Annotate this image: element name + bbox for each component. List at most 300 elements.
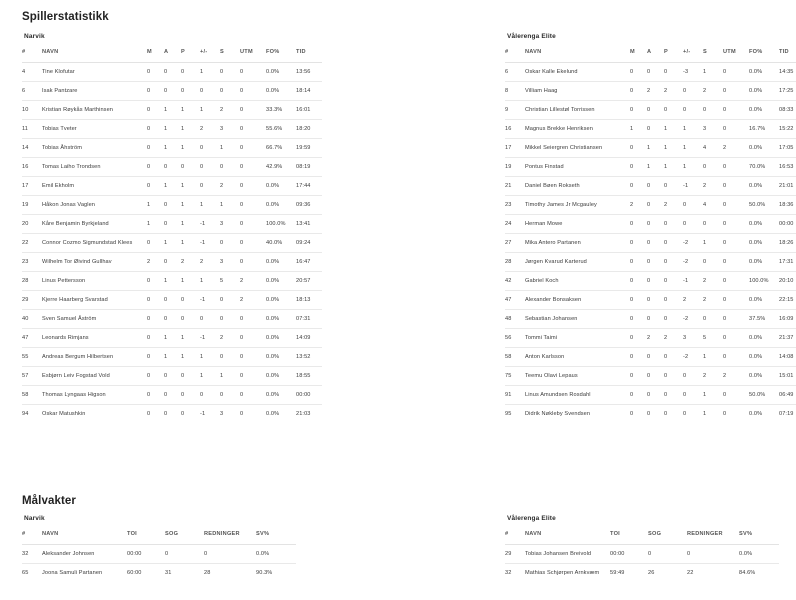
cell-pm: -1 — [200, 291, 220, 310]
cell-num: 17 — [22, 177, 42, 196]
cell-pm: 1 — [683, 120, 703, 139]
column-header-saves[interactable]: REDNINGER — [204, 531, 240, 537]
table-row[interactable] — [22, 564, 296, 583]
cell-s: 3 — [220, 405, 240, 424]
cell-num: 28 — [22, 272, 42, 291]
table-row[interactable] — [22, 120, 322, 139]
cell-p: 1 — [181, 348, 200, 367]
table-row[interactable] — [22, 272, 322, 291]
cell-pm: -2 — [683, 253, 703, 272]
cell-p: 0 — [664, 234, 683, 253]
cell-p: 1 — [664, 158, 683, 177]
column-header-goals[interactable]: M — [147, 49, 152, 55]
cell-m: 0 — [630, 82, 647, 101]
cell-a: 0 — [164, 253, 181, 272]
cell-name: Oskar Kalle Ekelund — [525, 63, 630, 82]
cell-s: 0 — [703, 158, 723, 177]
cell-fo: 0.0% — [266, 348, 296, 367]
cell-fo: 0.0% — [749, 82, 779, 101]
cell-utm: 0 — [723, 405, 749, 424]
cell-s: 0 — [703, 101, 723, 120]
table-header-row — [505, 46, 796, 63]
cell-a: 0 — [647, 253, 664, 272]
table-header-row — [505, 528, 779, 545]
cell-name: Tomas Laiho Trondsen — [42, 158, 147, 177]
table-row[interactable] — [22, 348, 322, 367]
cell-m: 0 — [630, 367, 647, 386]
column-header-number[interactable]: # — [22, 531, 26, 537]
cell-s: 2 — [703, 177, 723, 196]
cell-m: 0 — [147, 177, 164, 196]
column-header-toi[interactable]: TOI — [610, 531, 620, 537]
column-header-toi[interactable]: TOI — [127, 531, 137, 537]
cell-tid: 20:57 — [296, 272, 322, 291]
cell-s: 1 — [703, 405, 723, 424]
cell-s: 2 — [703, 291, 723, 310]
skaters-team-block-away — [505, 33, 794, 423]
table-row[interactable] — [22, 405, 322, 424]
cell-a: 1 — [164, 177, 181, 196]
cell-utm: 0 — [240, 215, 266, 234]
cell-fo: 50.0% — [749, 386, 779, 405]
cell-p: 0 — [664, 367, 683, 386]
table-row[interactable] — [22, 82, 322, 101]
cell-utm: 0 — [240, 329, 266, 348]
cell-pm: -2 — [683, 234, 703, 253]
table-row[interactable] — [505, 82, 796, 101]
table-row[interactable] — [22, 253, 322, 272]
cell-pm: 0 — [683, 405, 703, 424]
cell-tid: 17:25 — [779, 82, 796, 101]
cell-name: Leonards Rimjans — [42, 329, 147, 348]
cell-red: 28 — [204, 564, 256, 583]
cell-m: 2 — [147, 253, 164, 272]
cell-a: 0 — [164, 386, 181, 405]
table-row[interactable] — [22, 329, 322, 348]
cell-tid: 13:52 — [296, 348, 322, 367]
cell-utm: 0 — [723, 196, 749, 215]
cell-tid: 16:01 — [296, 101, 322, 120]
cell-p: 0 — [181, 63, 200, 82]
cell-s: 1 — [703, 348, 723, 367]
cell-p: 1 — [664, 139, 683, 158]
cell-utm: 0 — [240, 139, 266, 158]
cell-fo: 0.0% — [749, 291, 779, 310]
cell-p: 1 — [181, 329, 200, 348]
cell-utm: 0 — [723, 234, 749, 253]
cell-a: 1 — [164, 234, 181, 253]
cell-tid: 18:14 — [296, 82, 322, 101]
column-header-plusminus[interactable]: +/- — [683, 49, 691, 55]
cell-utm: 0 — [723, 291, 749, 310]
cell-num: 14 — [22, 139, 42, 158]
cell-pm: 0 — [200, 158, 220, 177]
cell-fo: 0.0% — [266, 253, 296, 272]
cell-num: 19 — [22, 196, 42, 215]
cell-num: 65 — [22, 564, 42, 583]
cell-num: 28 — [505, 253, 525, 272]
column-header-assists[interactable]: A — [164, 49, 169, 55]
table-row[interactable] — [505, 291, 796, 310]
column-header-name[interactable]: NAVN — [525, 531, 542, 537]
cell-name: Villiam Haag — [525, 82, 630, 101]
cell-tid: 08:33 — [779, 101, 796, 120]
cell-tid: 18:26 — [779, 234, 796, 253]
cell-tid: 17:05 — [779, 139, 796, 158]
page-title-spillerstatistikk: Spillerstatistikk — [22, 11, 109, 23]
column-header-points[interactable]: P — [664, 49, 668, 55]
cell-tid: 14:09 — [296, 329, 322, 348]
cell-utm: 0 — [240, 348, 266, 367]
cell-num: 16 — [505, 120, 525, 139]
table-row[interactable] — [505, 120, 796, 139]
table-row[interactable] — [22, 291, 322, 310]
cell-num: 9 — [505, 101, 525, 120]
cell-m: 0 — [630, 386, 647, 405]
cell-s: 0 — [220, 348, 240, 367]
cell-m: 1 — [630, 120, 647, 139]
cell-pm: -1 — [200, 234, 220, 253]
cell-fo: 42.9% — [266, 158, 296, 177]
cell-name: Christian Lillestøl Torrissen — [525, 101, 630, 120]
cell-num: 23 — [505, 196, 525, 215]
cell-toi: 00:00 — [610, 545, 648, 564]
cell-pm: 0 — [683, 101, 703, 120]
column-header-savepct[interactable]: SV% — [739, 531, 753, 537]
cell-m: 0 — [147, 120, 164, 139]
table-row[interactable] — [22, 139, 322, 158]
cell-m: 0 — [630, 310, 647, 329]
cell-num: 42 — [505, 272, 525, 291]
cell-utm: 0 — [723, 82, 749, 101]
cell-utm: 0 — [240, 177, 266, 196]
cell-s: 0 — [220, 310, 240, 329]
cell-tid: 18:36 — [779, 196, 796, 215]
cell-pm: 2 — [683, 291, 703, 310]
table-row[interactable] — [22, 386, 322, 405]
table-row[interactable] — [22, 545, 296, 564]
cell-m: 0 — [630, 405, 647, 424]
cell-a: 0 — [647, 348, 664, 367]
column-header-sog[interactable]: SOG — [165, 531, 179, 537]
table-row[interactable] — [505, 405, 796, 424]
cell-a: 1 — [164, 139, 181, 158]
cell-fo: 40.0% — [266, 234, 296, 253]
cell-utm: 2 — [240, 291, 266, 310]
cell-fo: 0.0% — [266, 196, 296, 215]
table-row[interactable] — [505, 139, 796, 158]
table-row[interactable] — [505, 310, 796, 329]
column-header-savepct[interactable]: SV% — [256, 531, 270, 537]
cell-tid: 21:01 — [779, 177, 796, 196]
cell-a: 1 — [164, 101, 181, 120]
cell-utm: 0 — [240, 310, 266, 329]
cell-num: 21 — [505, 177, 525, 196]
cell-utm: 0 — [723, 215, 749, 234]
cell-pm: -1 — [683, 272, 703, 291]
cell-p: 0 — [181, 82, 200, 101]
cell-a: 0 — [647, 101, 664, 120]
column-header-assists[interactable]: A — [647, 49, 652, 55]
cell-p: 0 — [181, 367, 200, 386]
cell-utm: 2 — [240, 272, 266, 291]
cell-s: 1 — [220, 196, 240, 215]
cell-a: 0 — [164, 215, 181, 234]
cell-s: 5 — [703, 329, 723, 348]
cell-pm: -1 — [200, 215, 220, 234]
cell-name: Oskar Matushkin — [42, 405, 147, 424]
cell-pm: -2 — [683, 310, 703, 329]
cell-s: 5 — [220, 272, 240, 291]
column-header-name[interactable]: NAVN — [525, 49, 542, 55]
cell-tid: 07:31 — [296, 310, 322, 329]
cell-pm: 2 — [200, 120, 220, 139]
cell-num: 58 — [22, 386, 42, 405]
cell-pm: -1 — [200, 329, 220, 348]
column-header-name[interactable]: NAVN — [42, 531, 59, 537]
cell-s: 4 — [703, 196, 723, 215]
table-row[interactable] — [505, 63, 796, 82]
cell-fo: 0.0% — [266, 82, 296, 101]
cell-tid: 16:47 — [296, 253, 322, 272]
cell-m: 0 — [147, 367, 164, 386]
cell-utm: 0 — [723, 120, 749, 139]
team-name-label: Narvik — [24, 33, 45, 40]
page-title-malvakter: Målvakter — [22, 495, 76, 507]
cell-pm: 1 — [200, 196, 220, 215]
column-header-faceoff[interactable]: FO% — [266, 49, 280, 55]
column-header-goals[interactable]: M — [630, 49, 635, 55]
cell-p: 0 — [181, 158, 200, 177]
column-header-number[interactable]: # — [505, 531, 509, 537]
cell-p: 0 — [664, 310, 683, 329]
cell-pm: -1 — [200, 405, 220, 424]
column-header-shots[interactable]: S — [220, 49, 224, 55]
cell-fo: 0.0% — [749, 215, 779, 234]
cell-m: 0 — [147, 101, 164, 120]
cell-tid: 22:15 — [779, 291, 796, 310]
column-header-sog[interactable]: SOG — [648, 531, 662, 537]
cell-s: 2 — [220, 329, 240, 348]
cell-utm: 0 — [723, 158, 749, 177]
cell-p: 1 — [181, 120, 200, 139]
table-row[interactable] — [505, 348, 796, 367]
cell-m: 0 — [147, 348, 164, 367]
cell-p: 0 — [664, 253, 683, 272]
table-row[interactable] — [505, 367, 796, 386]
cell-num: 10 — [22, 101, 42, 120]
cell-utm: 0 — [723, 63, 749, 82]
cell-a: 0 — [164, 82, 181, 101]
table-row[interactable] — [505, 101, 796, 120]
cell-name: Håkon Jonas Vaglen — [42, 196, 147, 215]
column-header-toi[interactable]: TID — [779, 49, 789, 55]
column-header-name[interactable]: NAVN — [42, 49, 59, 55]
cell-tid: 13:41 — [296, 215, 322, 234]
column-header-points[interactable]: P — [181, 49, 185, 55]
cell-utm: 0 — [240, 82, 266, 101]
cell-tid: 07:19 — [779, 405, 796, 424]
table-row[interactable] — [22, 234, 322, 253]
cell-s: 1 — [703, 386, 723, 405]
cell-num: 20 — [22, 215, 42, 234]
table-row[interactable] — [505, 234, 796, 253]
cell-a: 0 — [647, 177, 664, 196]
cell-name: Tine Klofutar — [42, 63, 147, 82]
cell-a: 0 — [647, 196, 664, 215]
cell-a: 0 — [647, 310, 664, 329]
table-row[interactable] — [505, 253, 796, 272]
table-row[interactable] — [505, 272, 796, 291]
cell-utm: 0 — [240, 196, 266, 215]
table-header-row — [22, 528, 296, 545]
column-header-pim[interactable]: UTM — [240, 49, 253, 55]
cell-p: 2 — [181, 253, 200, 272]
cell-pm: 1 — [200, 272, 220, 291]
column-header-number[interactable]: # — [22, 49, 26, 55]
cell-num: 16 — [22, 158, 42, 177]
cell-name: Anton Karlsson — [525, 348, 630, 367]
cell-tid: 15:01 — [779, 367, 796, 386]
cell-s: 3 — [703, 120, 723, 139]
cell-num: 6 — [22, 82, 42, 101]
table-row[interactable] — [505, 215, 796, 234]
column-header-pim[interactable]: UTM — [723, 49, 736, 55]
column-header-number[interactable]: # — [505, 49, 509, 55]
table-row[interactable] — [22, 215, 322, 234]
table-row[interactable] — [505, 564, 779, 583]
cell-pm: 0 — [683, 386, 703, 405]
cell-s: 2 — [220, 177, 240, 196]
table-row[interactable] — [505, 177, 796, 196]
table-row[interactable] — [505, 386, 796, 405]
goalies-team-block-away — [505, 515, 779, 582]
team-name-label: Narvik — [24, 515, 45, 522]
cell-utm: 0 — [723, 310, 749, 329]
cell-utm: 0 — [240, 386, 266, 405]
cell-tid: 16:09 — [779, 310, 796, 329]
cell-m: 0 — [630, 253, 647, 272]
cell-pm: 0 — [200, 139, 220, 158]
cell-name: Wilhelm Tor Øivind Gullhav — [42, 253, 147, 272]
table-row[interactable] — [22, 158, 322, 177]
cell-pm: 3 — [683, 329, 703, 348]
column-header-shots[interactable]: S — [703, 49, 707, 55]
table-row[interactable] — [22, 177, 322, 196]
cell-fo: 70.0% — [749, 158, 779, 177]
cell-pm: 1 — [200, 348, 220, 367]
cell-num: 19 — [505, 158, 525, 177]
cell-fo: 37.5% — [749, 310, 779, 329]
table-row[interactable] — [22, 310, 322, 329]
table-row[interactable] — [22, 367, 322, 386]
cell-fo: 55.6% — [266, 120, 296, 139]
column-header-plusminus[interactable]: +/- — [200, 49, 208, 55]
cell-m: 0 — [630, 215, 647, 234]
cell-a: 0 — [647, 215, 664, 234]
table-row[interactable] — [22, 196, 322, 215]
cell-toi: 59:49 — [610, 564, 648, 583]
cell-s: 0 — [703, 215, 723, 234]
cell-tid: 08:19 — [296, 158, 322, 177]
cell-utm: 2 — [723, 139, 749, 158]
cell-pm: -2 — [683, 348, 703, 367]
cell-s: 1 — [703, 63, 723, 82]
skaters-team-block-home — [22, 33, 311, 423]
cell-utm: 0 — [723, 253, 749, 272]
cell-m: 0 — [147, 310, 164, 329]
cell-fo: 0.0% — [749, 405, 779, 424]
column-header-saves[interactable]: REDNINGER — [687, 531, 723, 537]
cell-m: 0 — [147, 272, 164, 291]
cell-m: 0 — [630, 291, 647, 310]
cell-num: 8 — [505, 82, 525, 101]
cell-fo: 0.0% — [749, 253, 779, 272]
cell-name: Connor Cozmo Sigmundstad Klees — [42, 234, 147, 253]
cell-m: 0 — [147, 158, 164, 177]
cell-red: 0 — [204, 545, 256, 564]
table-row[interactable] — [505, 196, 796, 215]
cell-num: 95 — [505, 405, 525, 424]
table-row[interactable] — [505, 545, 779, 564]
cell-s: 3 — [220, 215, 240, 234]
cell-utm: 0 — [240, 120, 266, 139]
cell-toi: 60:00 — [127, 564, 165, 583]
cell-utm: 0 — [723, 101, 749, 120]
cell-tid: 17:31 — [779, 253, 796, 272]
cell-p: 0 — [181, 310, 200, 329]
cell-name: Mathias Schjørpen Arnkvæm — [525, 564, 610, 583]
cell-num: 48 — [505, 310, 525, 329]
cell-num: 58 — [505, 348, 525, 367]
cell-utm: 0 — [240, 158, 266, 177]
cell-pm: 1 — [200, 367, 220, 386]
cell-utm: 0 — [723, 348, 749, 367]
cell-sv: 0.0% — [256, 545, 296, 564]
cell-utm: 0 — [240, 63, 266, 82]
cell-s: 2 — [703, 82, 723, 101]
cell-m: 0 — [630, 234, 647, 253]
cell-m: 0 — [147, 405, 164, 424]
cell-tid: 18:20 — [296, 120, 322, 139]
cell-num: 11 — [22, 120, 42, 139]
table-row[interactable] — [505, 329, 796, 348]
cell-a: 0 — [647, 291, 664, 310]
cell-m: 0 — [630, 177, 647, 196]
cell-num: 27 — [505, 234, 525, 253]
cell-s: 0 — [220, 291, 240, 310]
cell-p: 2 — [664, 196, 683, 215]
column-header-toi[interactable]: TID — [296, 49, 306, 55]
cell-p: 1 — [181, 215, 200, 234]
table-row[interactable] — [505, 158, 796, 177]
cell-tid: 09:24 — [296, 234, 322, 253]
cell-name: Aleksander Johnsen — [42, 545, 127, 564]
cell-m: 0 — [147, 234, 164, 253]
table-row[interactable] — [22, 101, 322, 120]
cell-num: 4 — [22, 63, 42, 82]
cell-name: Teemu Olavi Lepaus — [525, 367, 630, 386]
table-row[interactable] — [22, 63, 322, 82]
cell-num: 56 — [505, 329, 525, 348]
cell-p: 0 — [181, 291, 200, 310]
cell-p: 0 — [664, 291, 683, 310]
cell-name: Esbjørn Leiv Fogstad Vold — [42, 367, 147, 386]
cell-a: 0 — [164, 63, 181, 82]
cell-pm: 0 — [200, 386, 220, 405]
column-header-faceoff[interactable]: FO% — [749, 49, 763, 55]
cell-p: 1 — [181, 139, 200, 158]
